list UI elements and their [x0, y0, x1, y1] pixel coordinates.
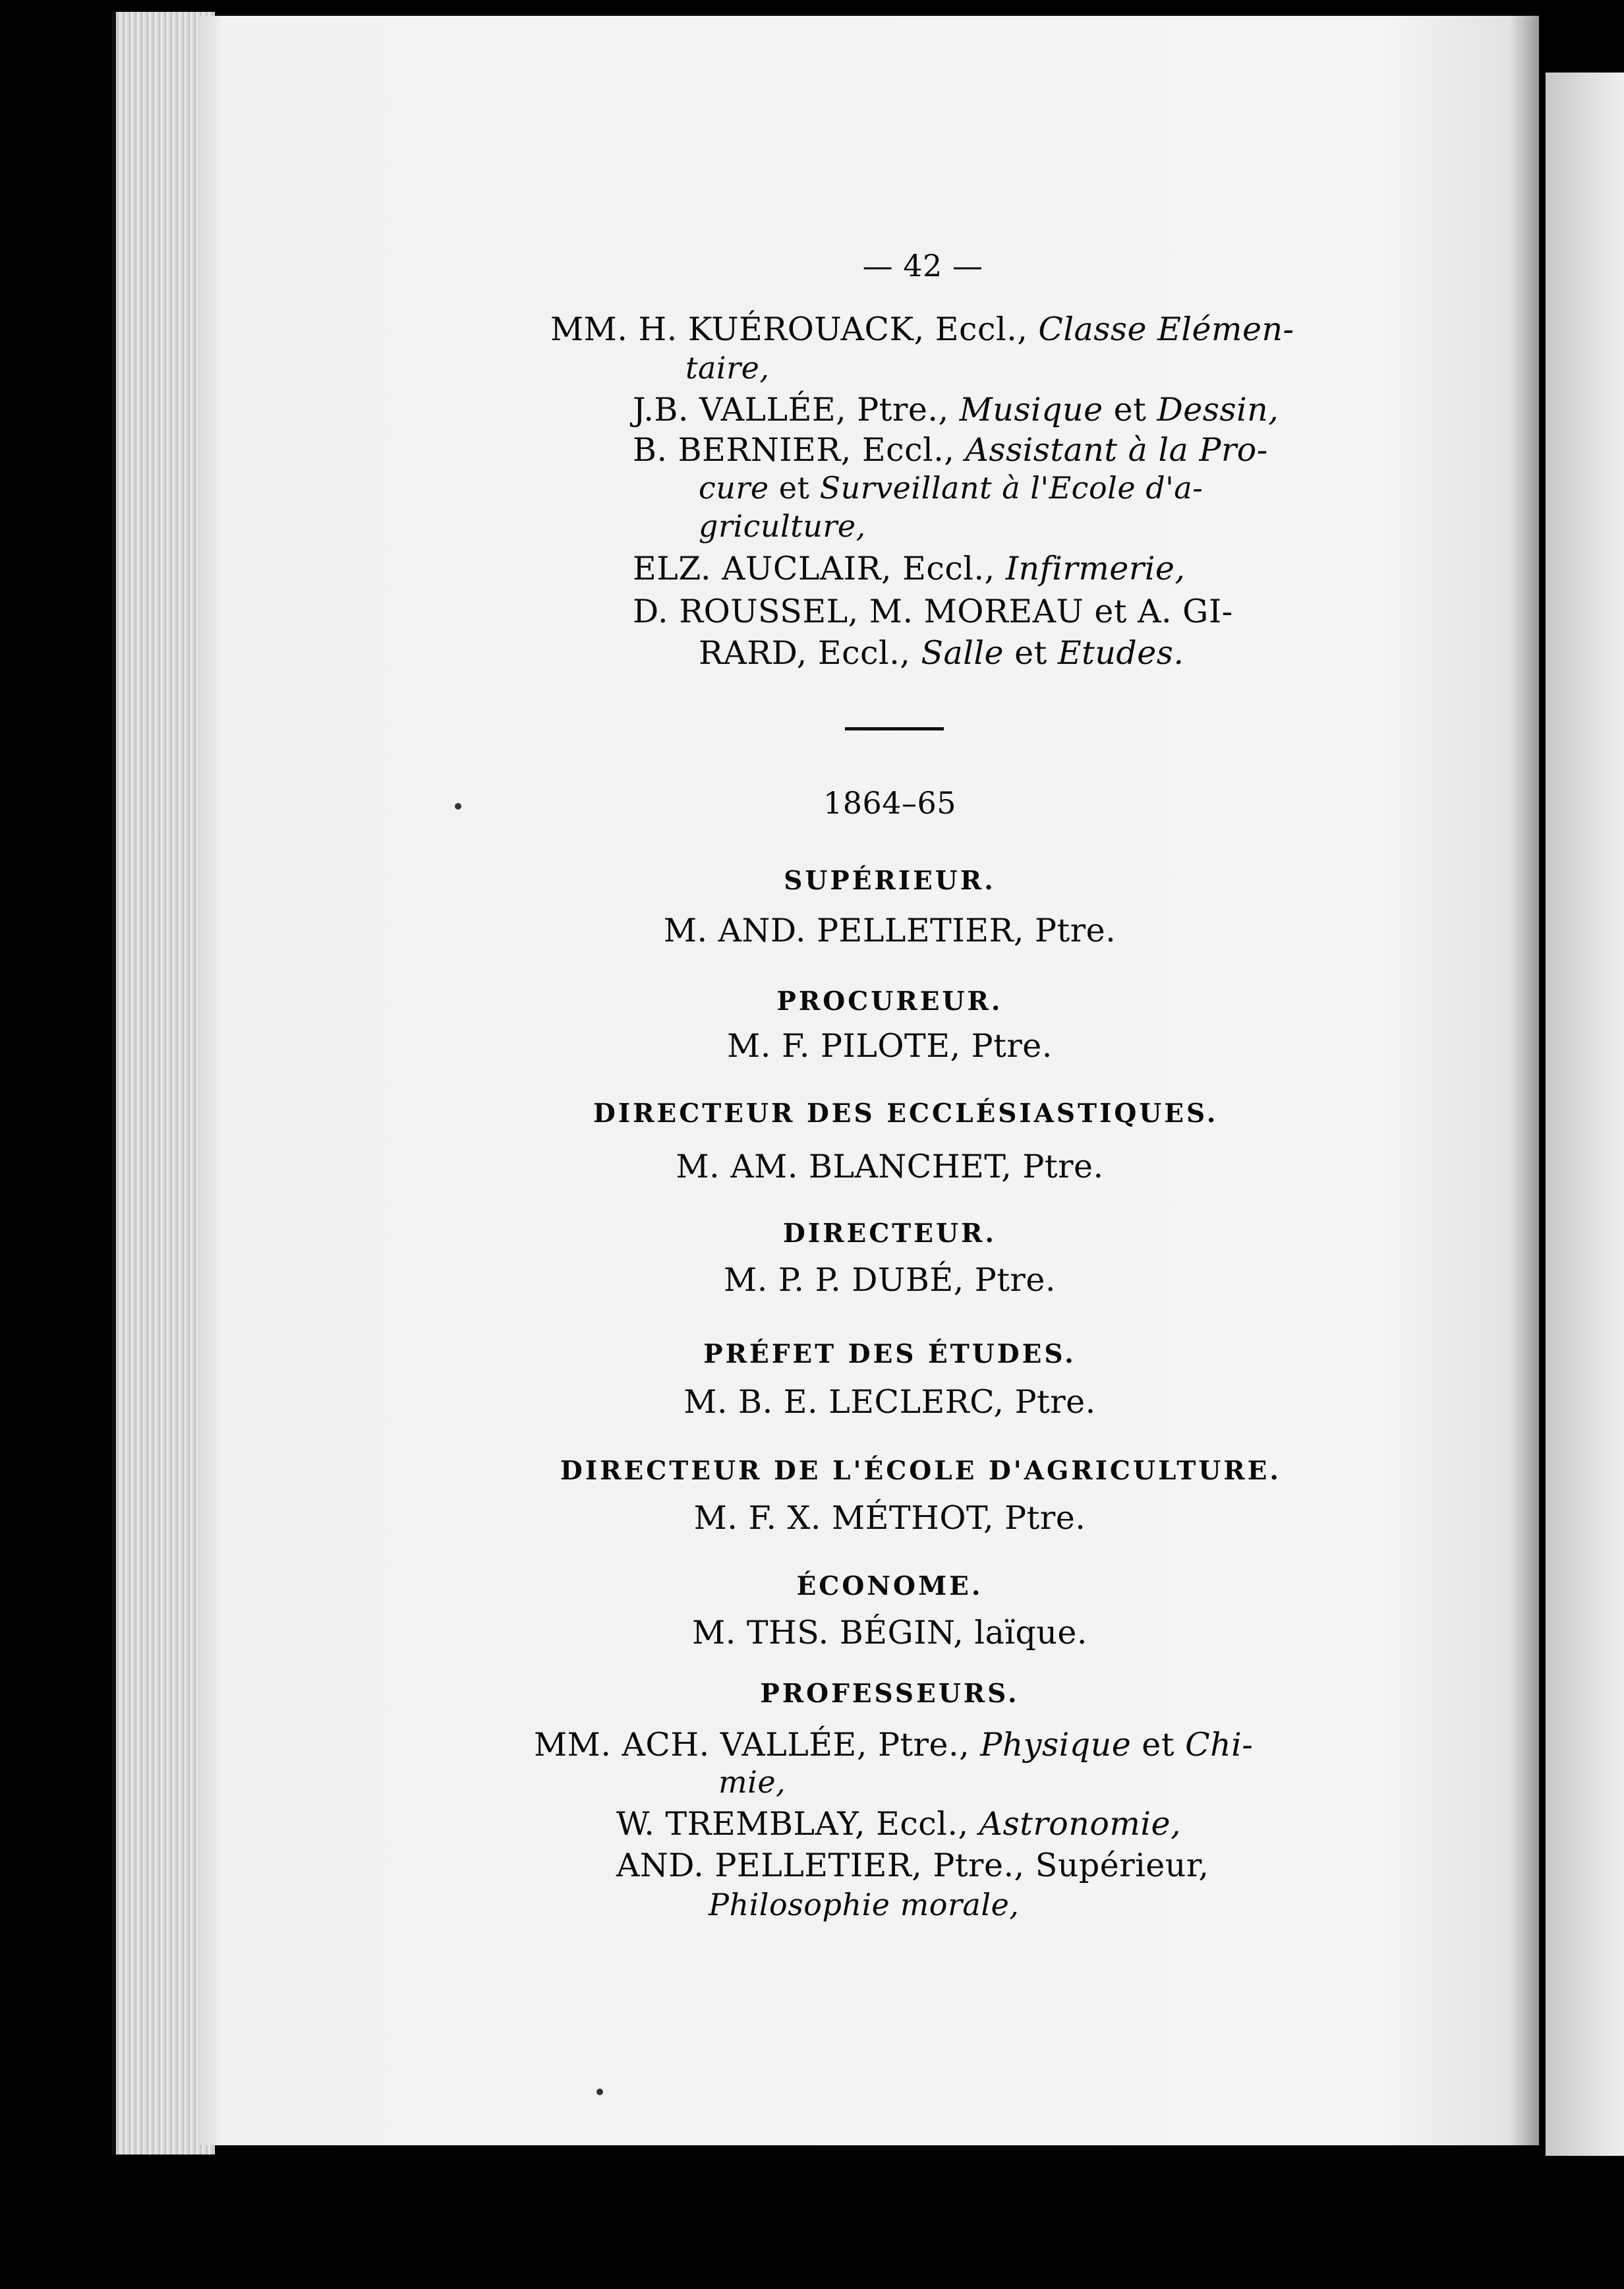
value-directeur-ecclesiastiques: M. AM. BLANCHET, Ptre.	[676, 1148, 1104, 1185]
divider-rule	[845, 727, 944, 730]
entry-auclair: ELZ. AUCLAIR, Eccl., Infirmerie,	[633, 550, 1186, 587]
entry-ach-vallee-cont: mie,	[718, 1764, 786, 1800]
heading-procureur: PROCUREUR.	[776, 986, 1003, 1017]
value-directeur: M. P. P. DUBÉ, Ptre.	[724, 1261, 1056, 1299]
entry-bernier-cont2: griculture,	[699, 508, 866, 544]
value-superieur: M. AND. PELLETIER, Ptre.	[663, 912, 1116, 949]
heading-professeurs: PROFESSEURS.	[760, 1679, 1020, 1709]
heading-ecole-agriculture: DIRECTEUR DE L'ÉCOLE D'AGRICULTURE.	[560, 1456, 1281, 1486]
entry-bernier: B. BERNIER, Eccl., Assistant à la Pro-	[633, 431, 1268, 469]
page-number: — 42 —	[862, 248, 983, 283]
entry-bernier-cont: cure et Surveillant à l'Ecole d'a-	[699, 470, 1204, 506]
value-prefet: M. B. E. LECLERC, Ptre.	[683, 1383, 1096, 1421]
value-ecole-agriculture: M. F. X. MÉTHOT, Ptre.	[693, 1499, 1086, 1537]
entry-girard: RARD, Eccl., Salle et Etudes.	[699, 634, 1184, 672]
entry-ach-vallee: MM. ACH. VALLÉE, Ptre., Physique et Chi-	[534, 1726, 1254, 1764]
entry-roussel: D. ROUSSEL, M. MOREAU et A. GI-	[633, 593, 1233, 630]
entry-pelletier: AND. PELLETIER, Ptre., Supérieur,	[616, 1847, 1209, 1884]
entry-tremblay: W. TREMBLAY, Eccl., Astronomie,	[616, 1805, 1182, 1843]
entry-pelletier-cont: Philosophie morale,	[709, 1887, 1020, 1922]
value-procureur: M. F. PILOTE, Ptre.	[727, 1027, 1053, 1065]
year-heading: 1864–65	[823, 785, 957, 821]
heading-prefet: PRÉFET DES ÉTUDES.	[703, 1339, 1076, 1369]
entry-kuerouack-cont: taire,	[685, 350, 770, 386]
heading-econome: ÉCONOME.	[796, 1571, 983, 1601]
entry-vallee: J.B. VALLÉE, Ptre., Musique et Dessin,	[633, 391, 1279, 429]
heading-directeur: DIRECTEUR.	[783, 1218, 997, 1249]
heading-superieur: SUPÉRIEUR.	[784, 866, 996, 896]
value-econome: M. THS. BÉGIN, laïque.	[692, 1614, 1088, 1651]
entry-kuerouack: MM. H. KUÉROUACK, Eccl., Classe Elémen-	[550, 311, 1294, 348]
heading-directeur-ecclesiastiques: DIRECTEUR DES ECCLÉSIASTIQUES.	[593, 1098, 1219, 1129]
